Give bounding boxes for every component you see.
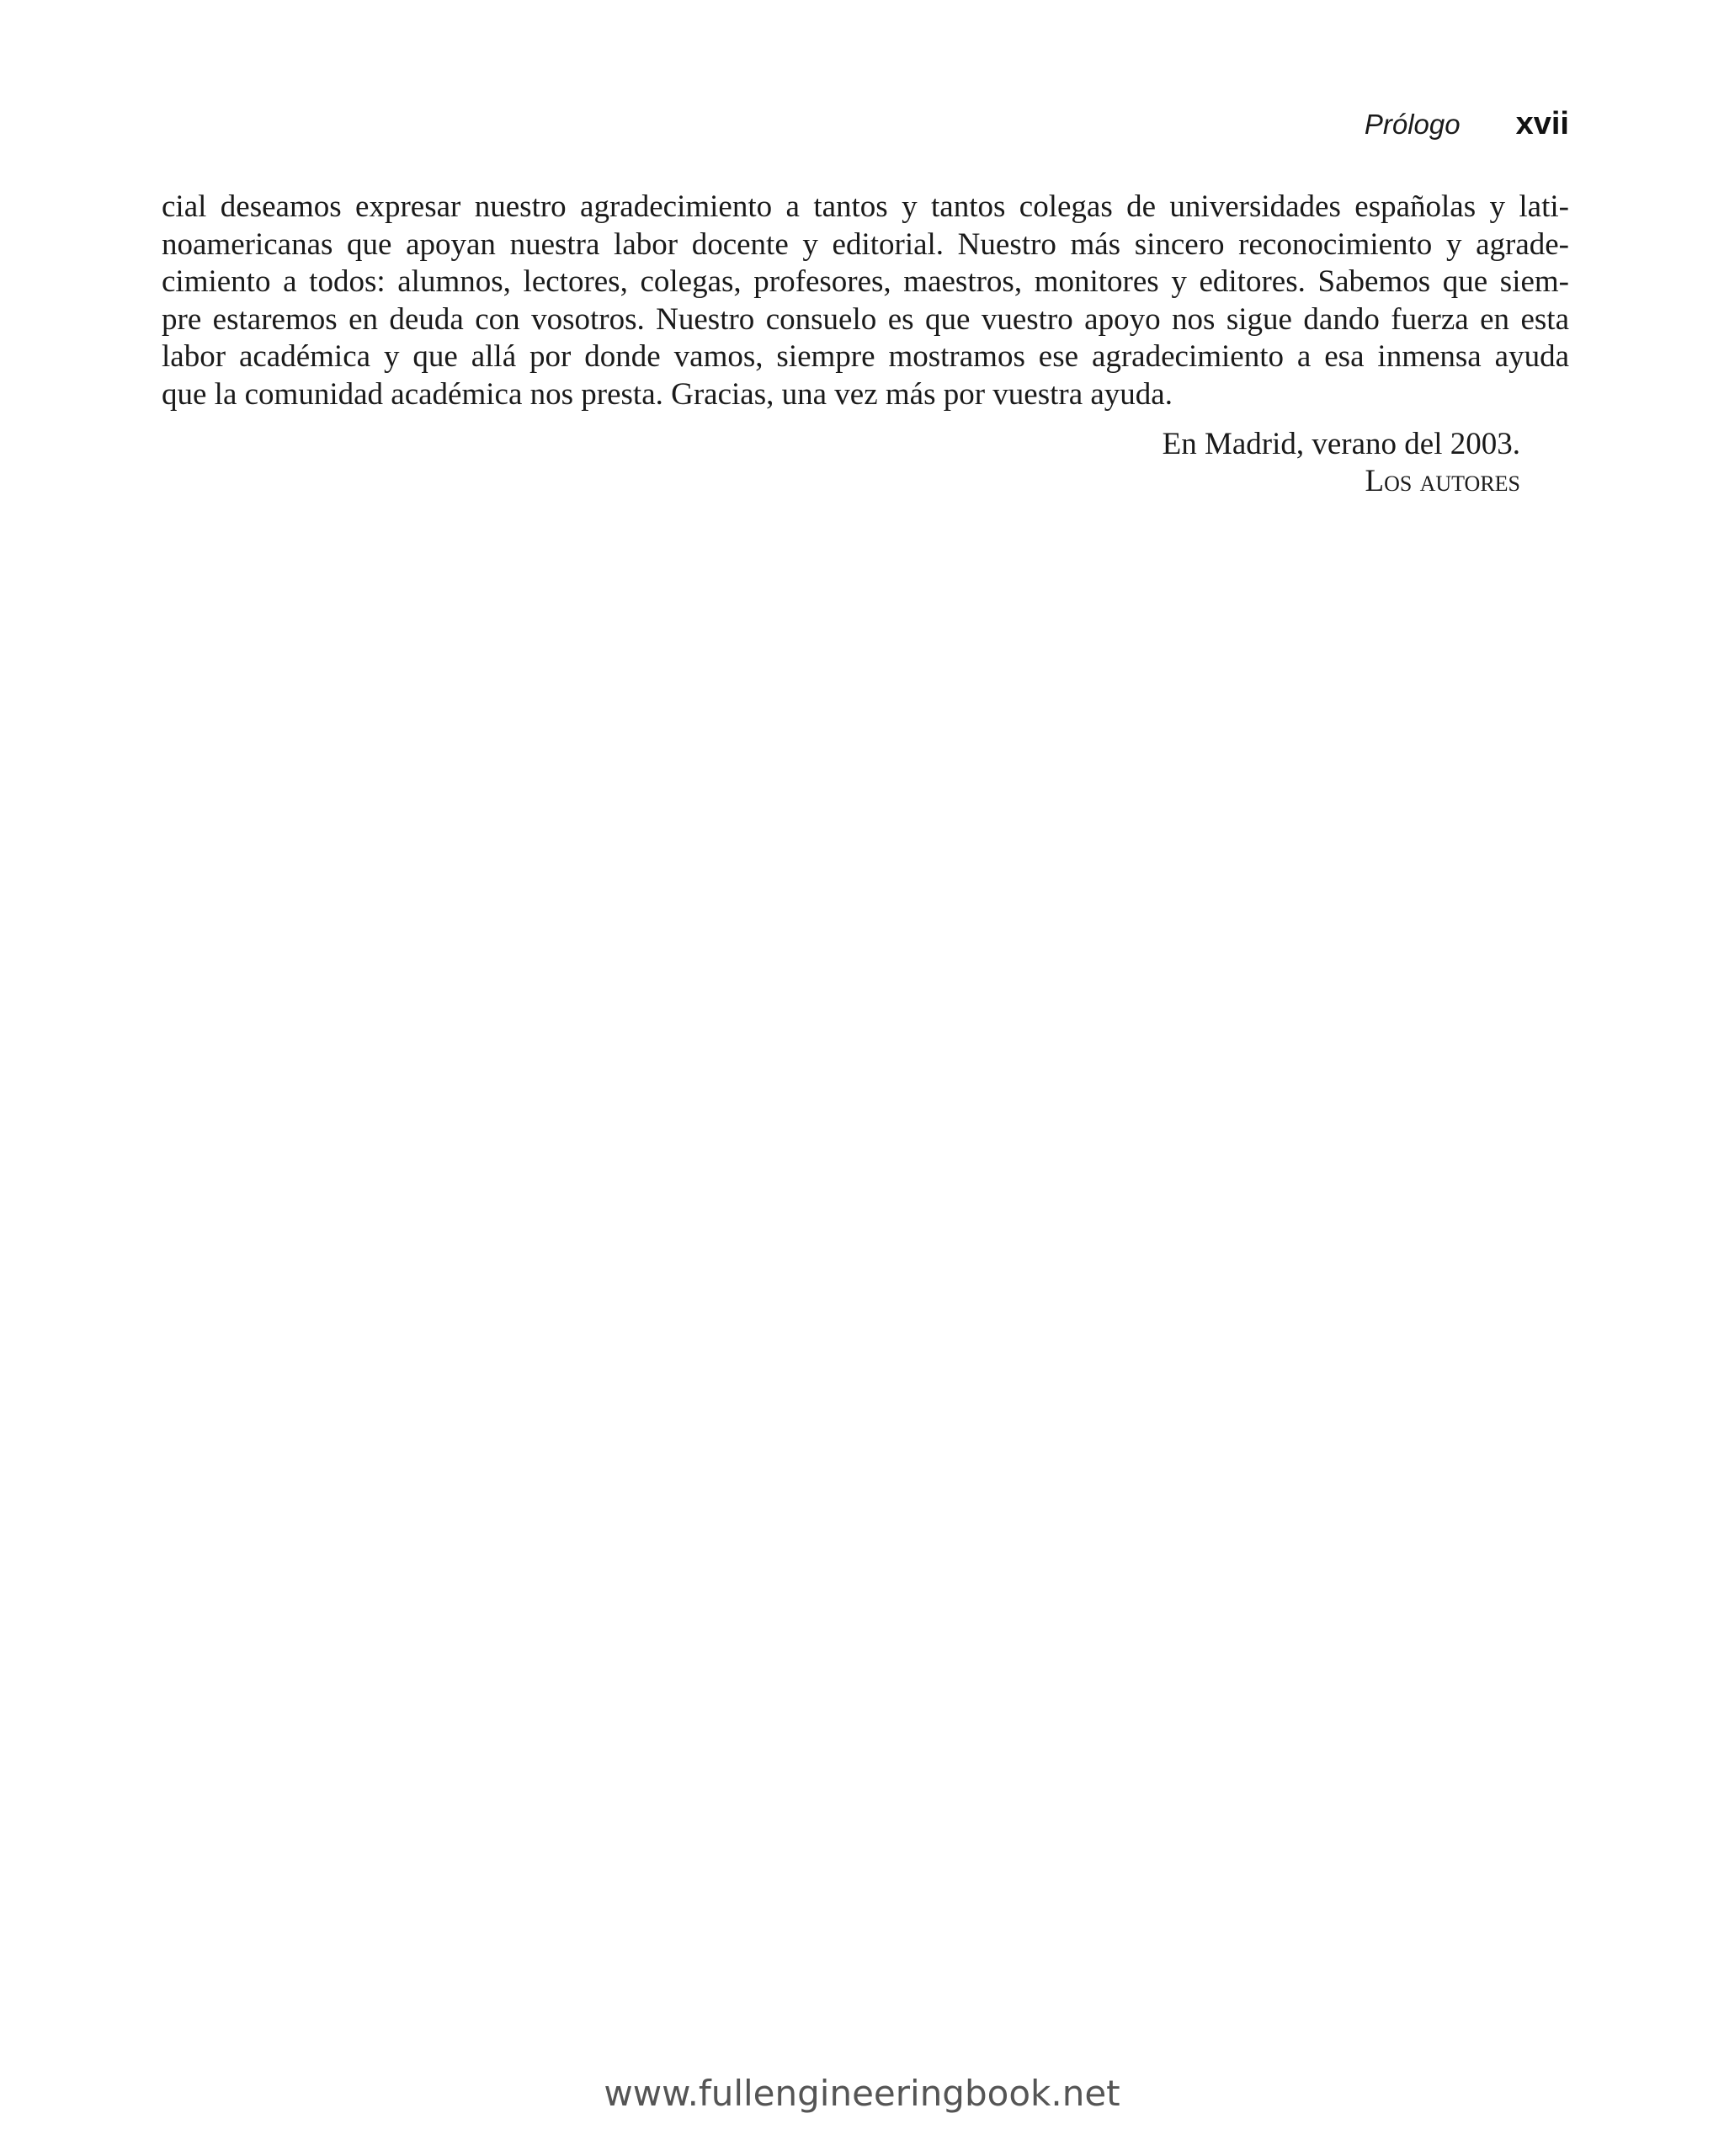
body-paragraph bbox=[162, 189, 1569, 414]
section-title: Prólogo bbox=[1364, 109, 1461, 140]
body-line: noamericanas que apoyan nuestra labor docente y editorial. Nuestro más sincero reconocimiento y agrade- bbox=[162, 226, 1569, 262]
body-line: pre estaremos en deuda con vosotros. Nuestro consuelo es que vuestro apoyo nos sigue dando fuerza en esta bbox=[162, 301, 1569, 337]
body-line: que la comunidad académica nos presta. Gracias, una vez más por vuestra ayuda. bbox=[162, 376, 1173, 412]
watermark: www.fullengineeringbook.net bbox=[604, 2073, 1120, 2114]
body-line: cial deseamos expresar nuestro agradecimiento a tantos y tantos colegas de universidades españolas y lati- bbox=[162, 189, 1569, 224]
running-head bbox=[1365, 106, 1569, 142]
page-number: xvii bbox=[1515, 106, 1569, 141]
closing-block bbox=[1163, 426, 1520, 500]
place-date: En Madrid, verano del 2003. bbox=[1162, 427, 1520, 461]
body-line: labor académica y que allá por donde vamos, siempre mostramos ese agradecimiento a esa inmensa ayuda bbox=[162, 339, 1569, 375]
body-line: cimiento a todos: alumnos, lectores, colegas, profesores, maestros, monitores y editores. Sabemos que siem- bbox=[162, 264, 1569, 300]
signature: Los autores bbox=[1365, 464, 1520, 498]
